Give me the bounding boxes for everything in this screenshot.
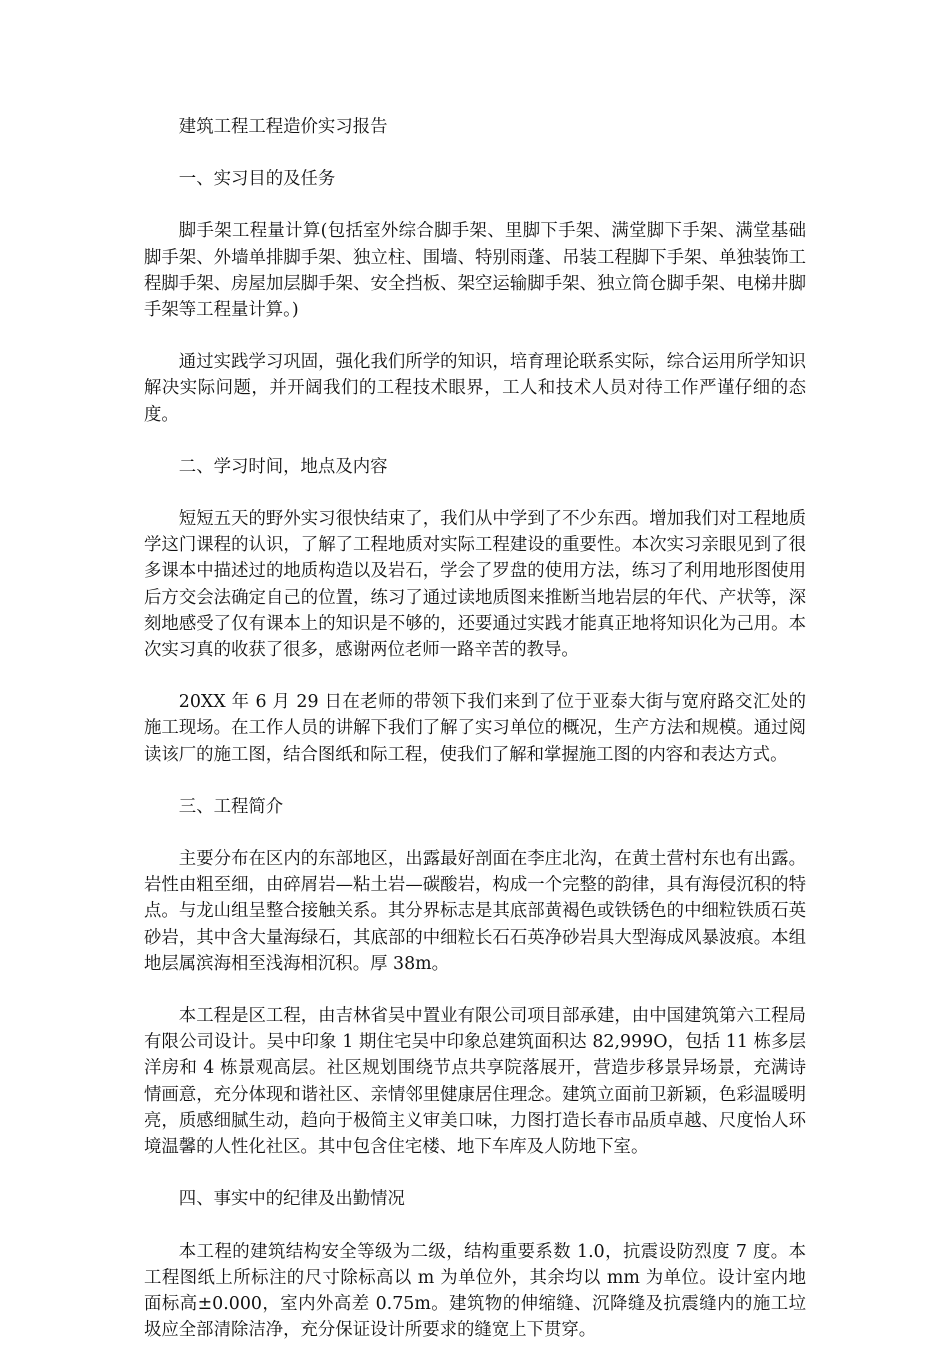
- section-heading-1: 一、实习目的及任务: [178, 169, 336, 190]
- paragraph-structure-specs: 本工程的建筑结构安全等级为二级，结构重要系数 1.0，抗震设防烈度 7 度。本工程图纸上所标注的尺寸除标高以 m 为单位外，其余均以 mm 为单位。设计室内地面标高±0.000，室内外高差 0.75m。建筑物的伸缩缝、沉降缝及抗震缝内的施工垃圾应全部清除洁净，充分保证设计所要求的缝宽上下贯穿。: [144, 1241, 806, 1341]
- section-heading-3: 三、工程简介: [178, 796, 284, 817]
- paragraph-field-trip: 短短五天的野外实习很快结束了，我们从中学到了不少东西。增加我们对工程地质学这门课程的认识，了解了工程地质对实际工程建设的重要性。本次实习亲眼见到了很多课本中描述过的地质构造以及岩石，学会了罗盘的使用方法，练习了利用地形图使用后方交会法确定自己的位置，练习了通过读地质图来推断当地岩层的年代、产状等，深刻地感受了仅有课本上的知识是不够的，还要通过实践才能真正地将知识化为己用。本次实习真的收获了很多，感谢两位老师一路辛苦的教导。: [144, 509, 806, 661]
- paragraph-scaffolding: 脚手架工程量计算(包括室外综合脚手架、里脚下手架、满堂脚下手架、满堂基础脚手架、外墙单排脚手架、独立柱、围墙、特别雨蓬、吊装工程脚下手架、单独装饰工程脚手架、房屋加层脚手架、安全挡板、架空运输脚手架、独立筒仓脚手架、电梯井脚手架等工程量计算。): [144, 221, 806, 321]
- paragraph-site-visit: 20XX 年 6 月 29 日在老师的带领下我们来到了位于亚泰大街与宽府路交汇处的施工现场。在工作人员的讲解下我们了解了实习单位的概况，生产方法和规模。通过阅读该厂的施工图，结合图纸和际工程，使我们了解和掌握施工图的内容和表达方式。: [144, 692, 806, 765]
- section-heading-4: 四、事实中的纪律及出勤情况: [178, 1189, 405, 1210]
- document-body: [144, 114, 806, 1369]
- paragraph-geology: 主要分布在区内的东部地区，出露最好剖面在李庄北沟，在黄土营村东也有出露。岩性由粗至细，由碎屑岩—粘土岩—碳酸岩，构成一个完整的韵律，具有海侵沉积的特点。与龙山组呈整合接触关系。其分界标志是其底部黄褐色或铁锈色的中细粒铁质石英砂岩，其中含大量海绿石，其底部的中细粒长石石英净砂岩具大型海成风暴波痕。本组地层属滨海相至浅海相沉积。厚 38m。: [144, 849, 806, 974]
- paragraph-project-overview: 本工程是区工程，由吉林省吴中置业有限公司项目部承建，由中国建筑第六工程局有限公司设计。吴中印象 1 期住宅吴中印象总建筑面积达 82,999O，包括 11 栋多层洋房和 4 栋景观高层。社区规划围绕节点共享院落展开，营造步移景异场景，充满诗情画意，充分体现和谐社区、亲情邻里健康居住理念。建筑立面前卫新颖，色彩温暖明亮，质感细腻生动，趋向于极简主义审美口味，力图打造长春市品质卓越、尺度怡人环境温馨的人性化社区。其中包含住宅楼、地下车库及人防地下室。: [144, 1006, 806, 1158]
- document-title: 建筑工程工程造价实习报告: [178, 117, 388, 137]
- paragraph-practice-purpose: 通过实践学习巩固，强化我们所学的知识，培育理论联系实际，综合运用所学知识解决实际问题，并开阔我们的工程技术眼界，工人和技术人员对待工作严谨仔细的态度。: [144, 352, 806, 425]
- section-heading-2: 二、学习时间，地点及内容: [178, 456, 388, 477]
